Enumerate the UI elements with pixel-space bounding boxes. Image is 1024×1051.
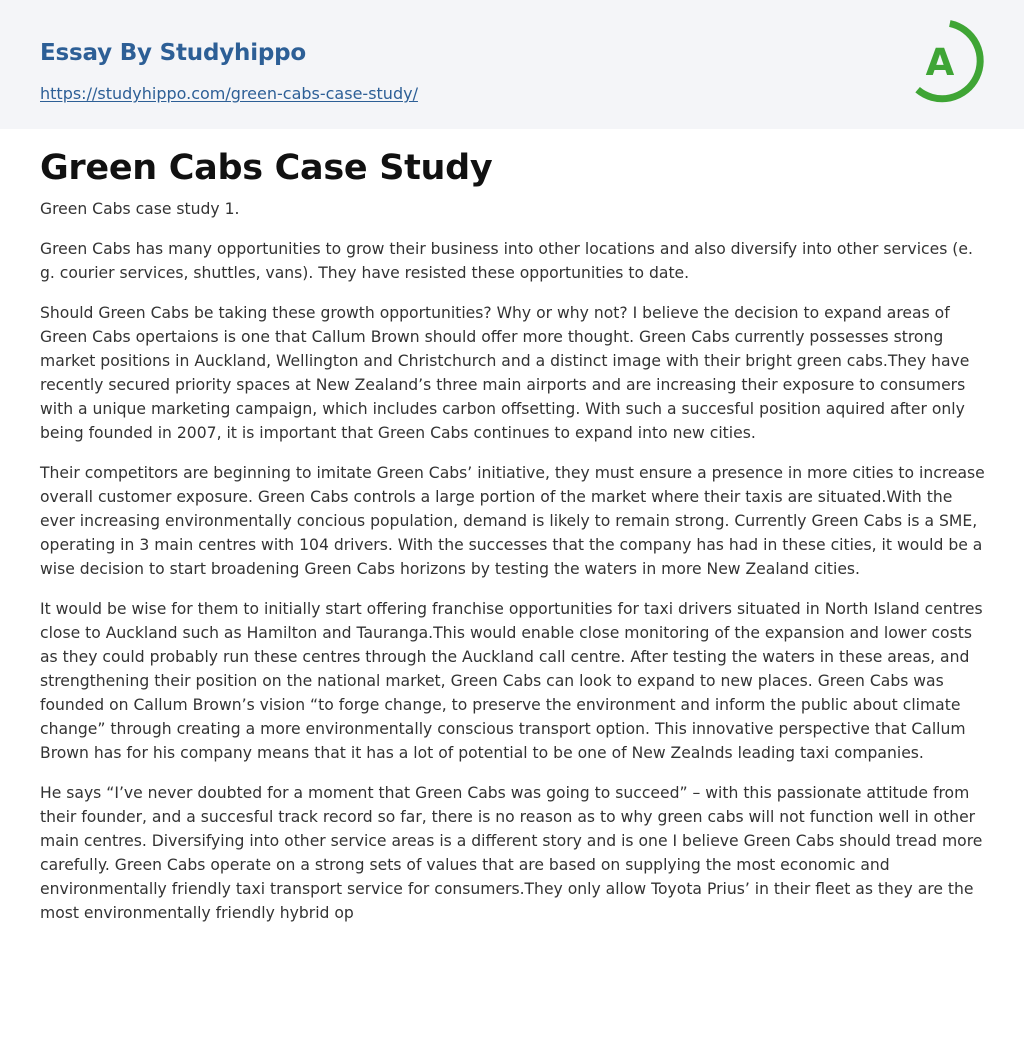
site-brand[interactable]: Essay By Studyhippo [40, 40, 307, 66]
paragraph: It would be wise for them to initially start offering franchise opportunities for taxi drivers situated in North Island centres close to Auckland such as Hamilton and Tauranga.This would enable close monitoring of the expansion and lower costs as they could probably run these centres through the Auckland call centre. After testing the waters in these areas, and strengthening their position on the national market, Green Cabs can look to expand to new places. Green Cabs was founded on Callum Brown’s vision “to forge change, to preserve the environment and inform the public about climate change” through creating a more environmentally conscious transport option. This innovative perspective that Callum Brown has for his company means that it has a lot of potential to be one of New Zealnds leading taxi companies. [40, 600, 983, 762]
site-header [0, 0, 1024, 129]
paragraph: Green Cabs case study 1. [40, 200, 240, 218]
article-content [40, 146, 988, 941]
paragraph: Green Cabs has many opportunities to grow their business into other locations and also diversify into other services (e. g. courier services, shuttles, vans). They have resisted these opportunities to date. [40, 240, 973, 282]
logo-letter: A [925, 41, 955, 84]
studyhippo-logo-icon[interactable] [912, 20, 986, 104]
paragraph: Should Green Cabs be taking these growth opportunities? Why or why not? I believe the decision to expand areas of Green Cabs opertaions is one that Callum Brown should offer more thought. Green Cabs currently possesses strong market positions in Auckland, Wellington and Christchurch and a distinct image with their bright green cabs.They have recently secured priority spaces at New Zealand’s three main airports and are increasing their exposure to consumers with a unique marketing campaign, which includes carbon offsetting. With such a succesful position aquired after only being founded in 2007, it is important that Green Cabs continues to expand into new cities. [40, 304, 970, 442]
paragraph: Their competitors are beginning to imitate Green Cabs’ initiative, they must ensure a presence in more cities to increase overall customer exposure. Green Cabs controls a large portion of the market where their taxis are situated.With the ever increasing environmentally concious population, demand is likely to remain strong. Currently Green Cabs is a SME, operating in 3 main centres with 104 drivers. With the successes that the company has had in these cities, it would be a wise decision to start broadening Green Cabs horizons by testing the waters in more New Zealand cities. [40, 464, 985, 578]
page-title: Green Cabs Case Study [40, 148, 493, 188]
source-url-link[interactable]: https://studyhippo.com/green-cabs-case-study/ [40, 84, 418, 103]
paragraph: He says “I’ve never doubted for a moment that Green Cabs was going to succeed” – with this passionate attitude from their founder, and a succesful track record so far, there is no reason as to why green cabs will not function well in other main centres. Diversifying into other service areas is a different story and is one I believe Green Cabs should tread more carefully. Green Cabs operate on a strong sets of values that are based on supplying the most economic and environmentally friendly taxi transport service for consumers.They only allow Toyota Prius’ in their fleet as they are the most environmentally friendly hybrid op [40, 784, 983, 922]
